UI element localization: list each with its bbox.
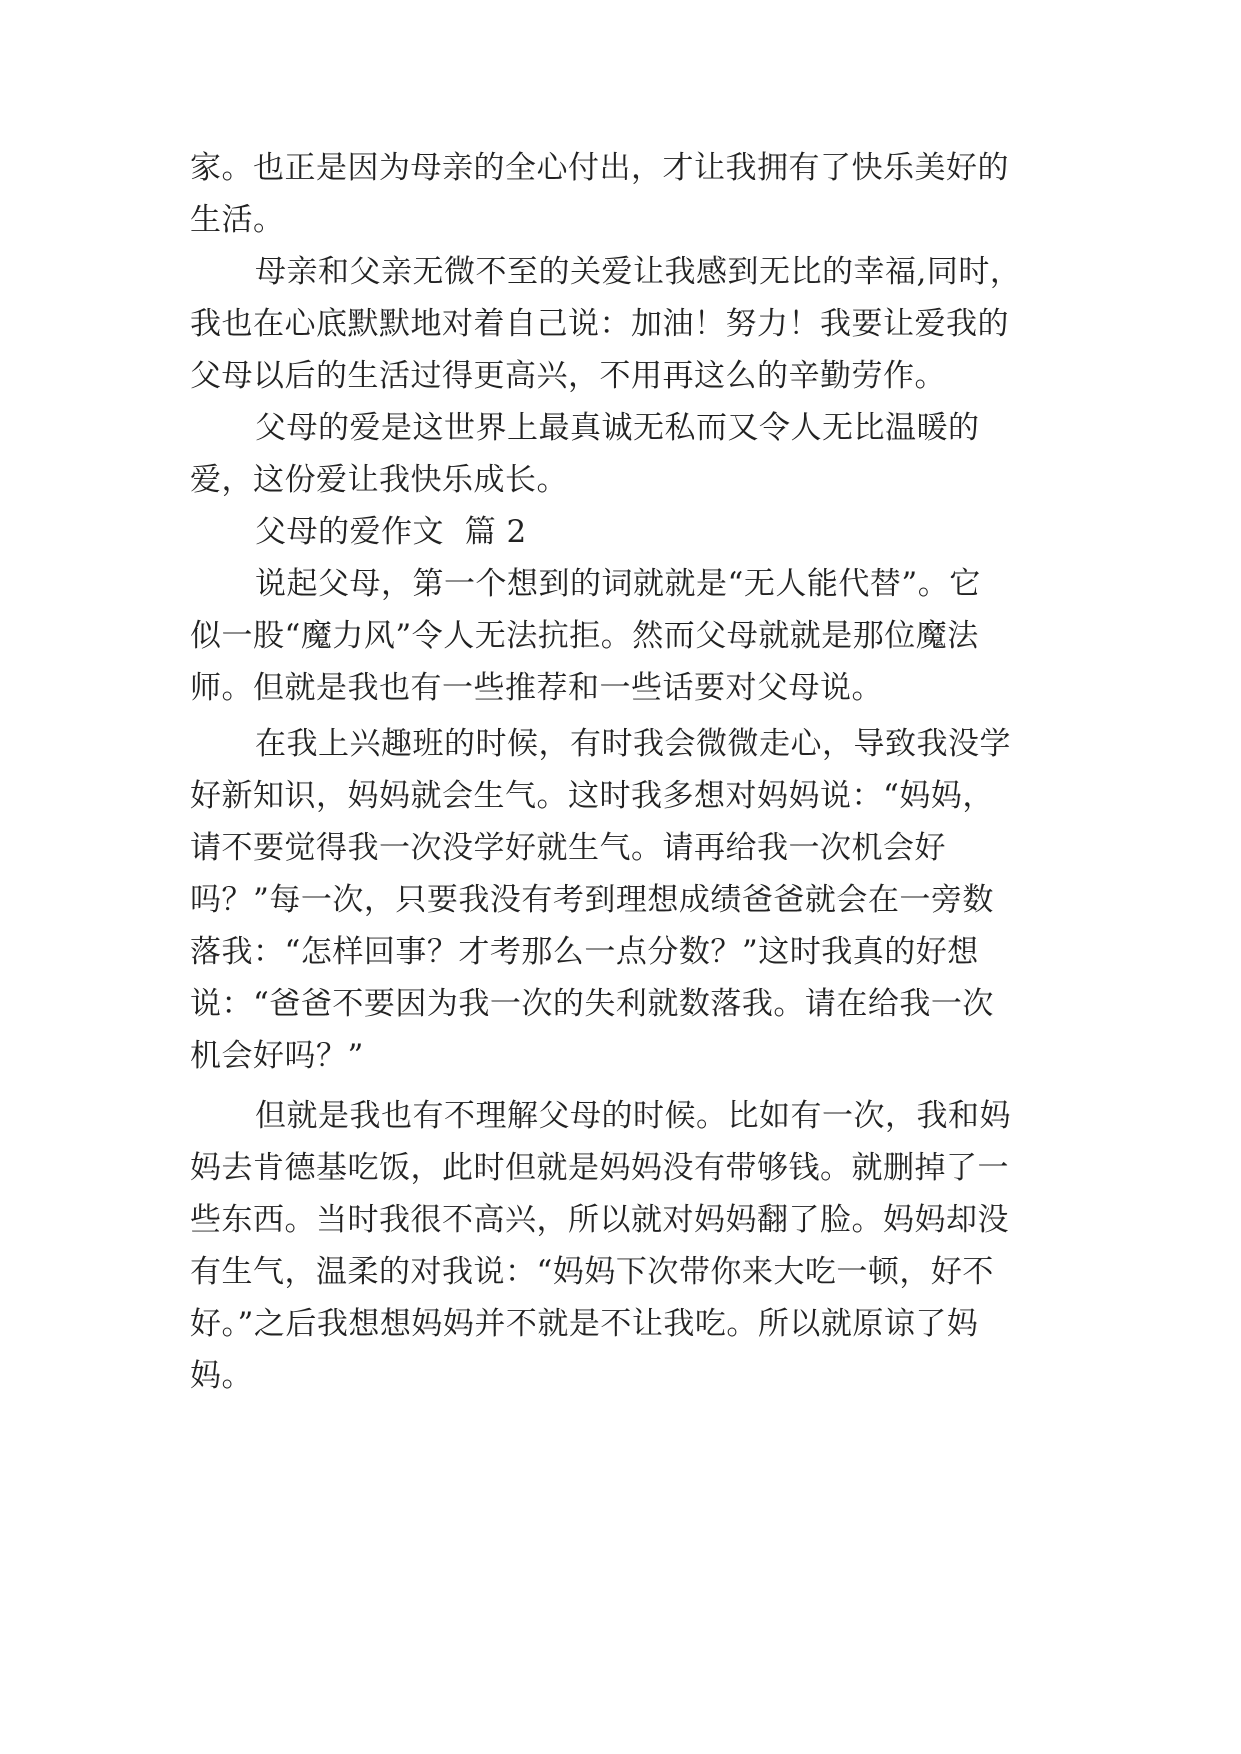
text-line: 但就是我也有不理解父母的时候。比如有一次，我和妈 bbox=[255, 1098, 1011, 1134]
text-line: 妈。 bbox=[190, 1358, 253, 1394]
text-line: 母亲和父亲无微不至的关爱让我感到无比的幸福,同时， bbox=[255, 254, 1022, 290]
text-line: 些东西。当时我很不高兴，所以就对妈妈翻了脸。妈妈却没 bbox=[190, 1202, 1009, 1238]
text-line: 说起父母，第一个想到的词就就是“无人能代替”。它 bbox=[255, 566, 981, 602]
text-line: 妈去肯德基吃饭，此时但就是妈妈没有带够钱。就删掉了一 bbox=[190, 1150, 1009, 1186]
text-line: 好。”之后我想想妈妈并不就是不让我吃。所以就原谅了妈 bbox=[190, 1306, 979, 1342]
text-line: 机会好吗？” bbox=[190, 1038, 364, 1074]
text-line: 爱，这份爱让我快乐成长。 bbox=[190, 462, 568, 498]
text-line: 父母的爱是这世界上最真诚无私而又令人无比温暖的 bbox=[255, 410, 980, 446]
section-title: 父母的爱作文 篇 2 bbox=[255, 514, 527, 550]
text-line: 师。但就是我也有一些推荐和一些话要对父母说。 bbox=[190, 670, 883, 706]
text-line: 我也在心底默默地对着自己说：加油！努力！我要让爱我的 bbox=[190, 306, 1009, 342]
text-line: 说：“爸爸不要因为我一次的失利就数落我。请在给我一次 bbox=[190, 986, 994, 1022]
text-line: 请不要觉得我一次没学好就生气。请再给我一次机会好 bbox=[190, 830, 946, 866]
text-line: 似一股“魔力风”令人无法抗拒。然而父母就就是那位魔法 bbox=[190, 618, 979, 654]
text-line: 好新知识，妈妈就会生气。这时我多想对妈妈说：“妈妈， bbox=[190, 778, 994, 814]
text-line: 父母以后的生活过得更高兴，不用再这么的辛勤劳作。 bbox=[190, 358, 946, 394]
text-line: 落我：“怎样回事？才考那么一点分数？”这时我真的好想 bbox=[190, 934, 979, 970]
text-line: 家。也正是因为母亲的全心付出，才让我拥有了快乐美好的 bbox=[190, 150, 1009, 186]
text-line: 有生气，温柔的对我说：“妈妈下次带你来大吃一顿，好不 bbox=[190, 1254, 994, 1290]
text-line: 在我上兴趣班的时候，有时我会微微走心，导致我没学 bbox=[255, 726, 1011, 762]
text-line: 生活。 bbox=[190, 202, 285, 238]
text-line: 吗？”每一次，只要我没有考到理想成绩爸爸就会在一旁数 bbox=[190, 882, 994, 918]
